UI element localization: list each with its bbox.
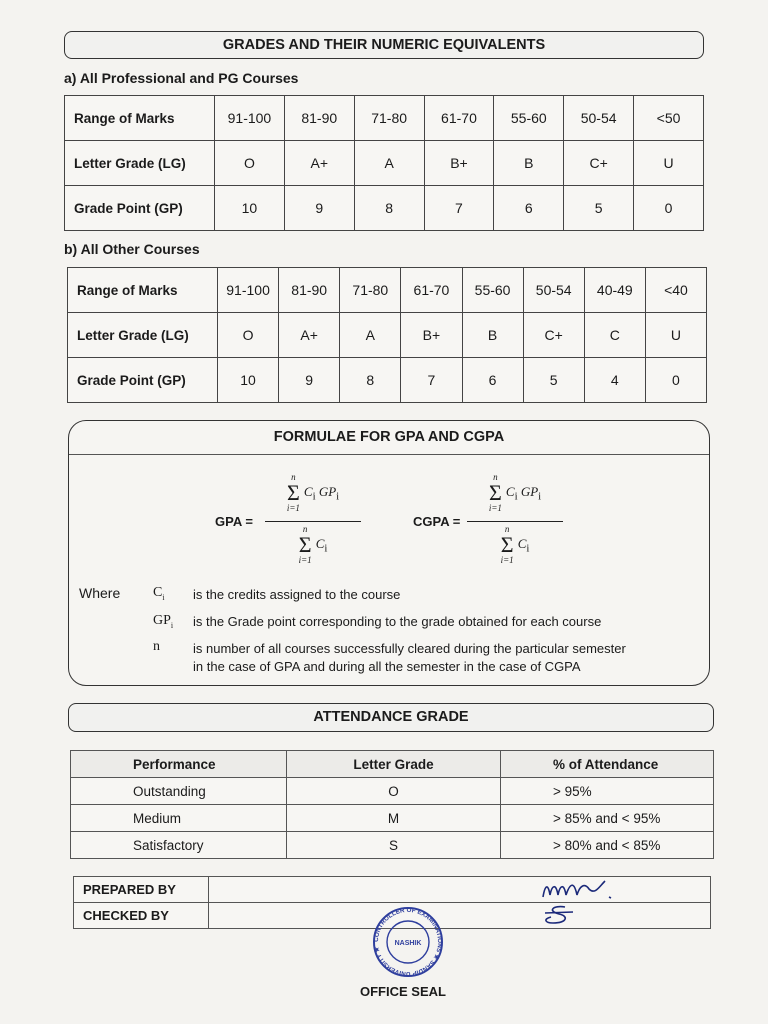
grades-other-cell: 7 bbox=[401, 358, 462, 403]
page-title-text: GRADES AND THEIR NUMERIC EQUIVALENTS bbox=[222, 37, 546, 53]
attendance-table bbox=[70, 750, 714, 859]
grades-other-cell: 9 bbox=[279, 358, 340, 403]
grades-other-cell: C+ bbox=[523, 313, 584, 358]
where-label: Where bbox=[79, 585, 121, 601]
table-row bbox=[65, 141, 704, 186]
table-row bbox=[65, 96, 704, 141]
table-row bbox=[68, 358, 707, 403]
signature-icon bbox=[539, 903, 599, 927]
sigma-icon: Σ bbox=[298, 532, 312, 557]
grades-pg-row-label: Range of Marks bbox=[65, 96, 215, 141]
legend-symbol-c: $C_i$ bbox=[153, 585, 165, 602]
grades-pg-cell: 6 bbox=[494, 186, 564, 231]
grades-other-cell: U bbox=[645, 313, 706, 358]
grades-pg-cell: O bbox=[215, 141, 285, 186]
grades-other-cell: 5 bbox=[523, 358, 584, 403]
grades-pg-cell: B bbox=[494, 141, 564, 186]
table-row bbox=[71, 778, 714, 805]
attendance-cell: > 95% bbox=[501, 778, 714, 805]
grades-other-cell: 71-80 bbox=[340, 268, 401, 313]
grades-other-cell: 10 bbox=[218, 358, 279, 403]
grades-other-row-label: Letter Grade (LG) bbox=[68, 313, 218, 358]
attendance-cell: S bbox=[287, 832, 501, 859]
attendance-cell: Medium bbox=[71, 805, 287, 832]
grades-pg-cell: 8 bbox=[354, 186, 424, 231]
grades-pg-cell: U bbox=[634, 141, 704, 186]
attendance-cell: Outstanding bbox=[71, 778, 287, 805]
grades-other-cell: O bbox=[218, 313, 279, 358]
grades-pg-cell: 55-60 bbox=[494, 96, 564, 141]
grades-other-cell: 55-60 bbox=[462, 268, 523, 313]
grades-pg-cell: A+ bbox=[284, 141, 354, 186]
grades-pg-cell: 81-90 bbox=[284, 96, 354, 141]
sigma-icon: Σ bbox=[488, 480, 502, 505]
attendance-header-percent: % of Attendance bbox=[501, 751, 714, 778]
attendance-cell: > 85% and < 95% bbox=[501, 805, 714, 832]
grades-pg-cell: 50-54 bbox=[564, 96, 634, 141]
grades-other-cell: B bbox=[462, 313, 523, 358]
legend-text-gp: is the Grade point corresponding to the grade obtained for each course bbox=[193, 614, 602, 629]
section-a-heading: a) All Professional and PG Courses bbox=[64, 70, 299, 86]
attendance-cell: > 80% and < 85% bbox=[501, 832, 714, 859]
grades-other-row-label: Range of Marks bbox=[68, 268, 218, 313]
grades-other-cell: 91-100 bbox=[218, 268, 279, 313]
attendance-title bbox=[68, 703, 714, 732]
grades-other-cell: 4 bbox=[584, 358, 645, 403]
legend-text-c: is the credits assigned to the course bbox=[193, 587, 401, 602]
grades-other-row-label: Grade Point (GP) bbox=[68, 358, 218, 403]
sigma-icon: Σ bbox=[500, 532, 514, 557]
grades-other-cell: C bbox=[584, 313, 645, 358]
grades-pg-row-label: Grade Point (GP) bbox=[65, 186, 215, 231]
seal-center-text: NASHIK bbox=[394, 940, 422, 947]
table-row bbox=[68, 268, 707, 313]
table-row bbox=[71, 832, 714, 859]
grades-other-cell: B+ bbox=[401, 313, 462, 358]
grades-pg-cell: 0 bbox=[634, 186, 704, 231]
formula-box bbox=[68, 420, 710, 686]
grades-other-cell: A+ bbox=[279, 313, 340, 358]
legend-symbol-n: n bbox=[153, 639, 160, 654]
table-row bbox=[71, 805, 714, 832]
grades-pg-row-label: Letter Grade (LG) bbox=[65, 141, 215, 186]
formula-divider bbox=[69, 454, 709, 455]
grades-table-pg bbox=[64, 95, 704, 231]
grades-pg-cell: 9 bbox=[284, 186, 354, 231]
grades-pg-cell: 5 bbox=[564, 186, 634, 231]
legend-symbol-gp: $GP_i$ bbox=[153, 613, 174, 630]
grades-pg-cell: 7 bbox=[424, 186, 494, 231]
table-row bbox=[65, 186, 704, 231]
signature-icon bbox=[539, 877, 629, 901]
page-title bbox=[64, 31, 704, 59]
seal-ring-text: CONTROLLER OF EXAMINATIONS ★ SANDIP UNIVERSITY ★ bbox=[372, 906, 444, 978]
office-seal-icon bbox=[360, 906, 456, 978]
grades-other-cell: 50-54 bbox=[523, 268, 584, 313]
grades-pg-cell: 10 bbox=[215, 186, 285, 231]
grades-other-cell: 8 bbox=[340, 358, 401, 403]
attendance-header-row bbox=[71, 751, 714, 778]
attendance-title-text: ATTENDANCE GRADE bbox=[313, 709, 469, 725]
grades-other-cell: <40 bbox=[645, 268, 706, 313]
prepared-by-label: PREPARED BY bbox=[74, 877, 209, 903]
grades-pg-cell: 91-100 bbox=[215, 96, 285, 141]
grades-other-cell: 81-90 bbox=[279, 268, 340, 313]
office-seal-caption: OFFICE SEAL bbox=[360, 984, 446, 999]
formula-title: FORMULAE FOR GPA AND CGPA bbox=[273, 429, 505, 445]
grades-pg-cell: 61-70 bbox=[424, 96, 494, 141]
grades-table-other bbox=[67, 267, 707, 403]
gpa-label: GPA = bbox=[215, 514, 253, 529]
table-row bbox=[74, 877, 711, 903]
grades-pg-cell: B+ bbox=[424, 141, 494, 186]
attendance-cell: O bbox=[287, 778, 501, 805]
cgpa-label: CGPA = bbox=[413, 514, 461, 529]
cgpa-fraction: n Σ i=1 $C_i$ $GP_i$ n Σ i=1 $C_i$ bbox=[467, 473, 563, 573]
section-b-heading: b) All Other Courses bbox=[64, 241, 200, 257]
gpa-fraction: n Σ i=1 $C_i$ $GP_i$ n Σ i=1 $C_i$ bbox=[265, 473, 361, 573]
grades-pg-cell: A bbox=[354, 141, 424, 186]
checked-by-signature bbox=[209, 903, 711, 929]
grades-pg-cell: C+ bbox=[564, 141, 634, 186]
sigma-icon: Σ bbox=[286, 480, 300, 505]
prepared-by-signature bbox=[209, 877, 711, 903]
grades-other-cell: 61-70 bbox=[401, 268, 462, 313]
grades-pg-cell: 71-80 bbox=[354, 96, 424, 141]
legend-text-n-cont: in the case of GPA and during all the semester in the case of CGPA bbox=[193, 659, 581, 674]
grades-other-cell: 0 bbox=[645, 358, 706, 403]
attendance-cell: M bbox=[287, 805, 501, 832]
attendance-header-letter: Letter Grade bbox=[287, 751, 501, 778]
checked-by-label: CHECKED BY bbox=[74, 903, 209, 929]
attendance-cell: Satisfactory bbox=[71, 832, 287, 859]
legend-text-n: is number of all courses successfully cleared during the particular semester bbox=[193, 641, 626, 656]
grades-other-cell: A bbox=[340, 313, 401, 358]
attendance-header-performance: Performance bbox=[71, 751, 287, 778]
grades-other-cell: 6 bbox=[462, 358, 523, 403]
table-row bbox=[68, 313, 707, 358]
grades-other-cell: 40-49 bbox=[584, 268, 645, 313]
grades-pg-cell: <50 bbox=[634, 96, 704, 141]
